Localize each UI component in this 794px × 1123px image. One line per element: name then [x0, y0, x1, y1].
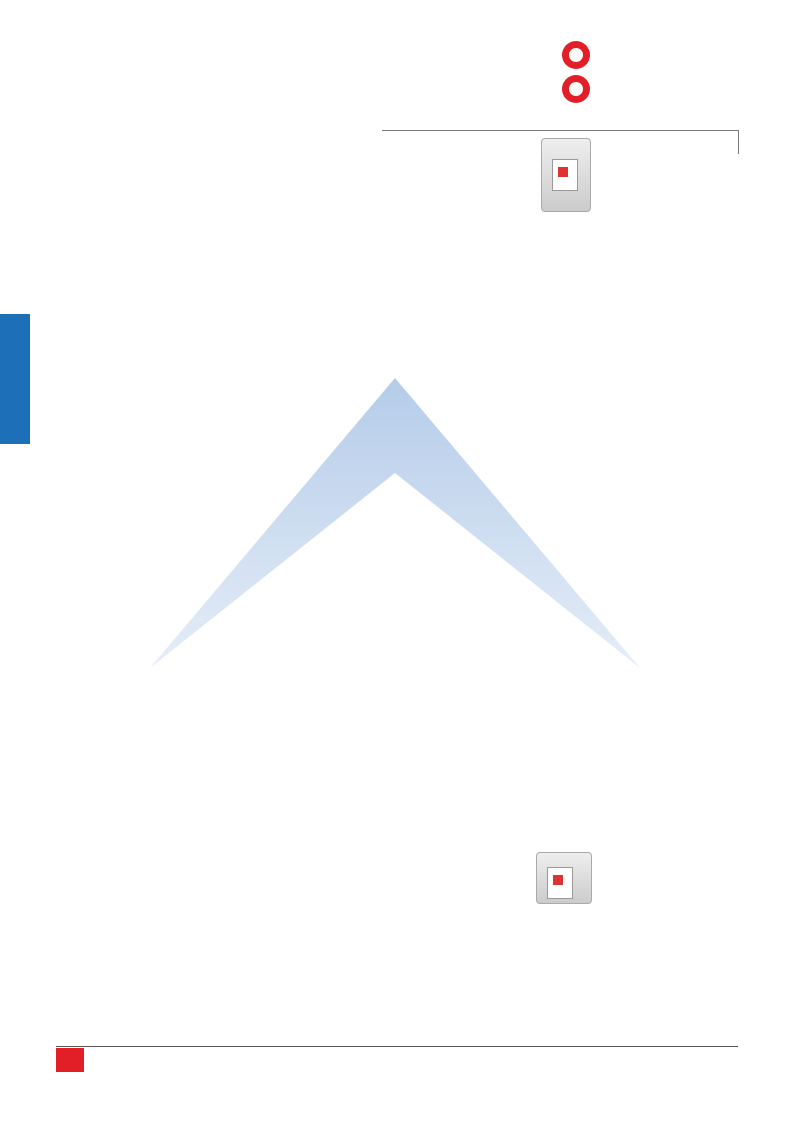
- watermark-arrow-icon: [150, 378, 640, 668]
- contactor-product-image: [541, 138, 591, 212]
- footer-divider: [56, 1046, 738, 1047]
- side-tab: [0, 314, 30, 444]
- vanlock-logo-icon: [562, 75, 590, 103]
- page-number: [56, 1048, 84, 1072]
- thermal-relay-product-image: [536, 852, 592, 904]
- brand-logo: [562, 38, 742, 110]
- divider: [382, 130, 738, 131]
- divider: [738, 130, 739, 154]
- sino-logo-icon: [562, 41, 590, 69]
